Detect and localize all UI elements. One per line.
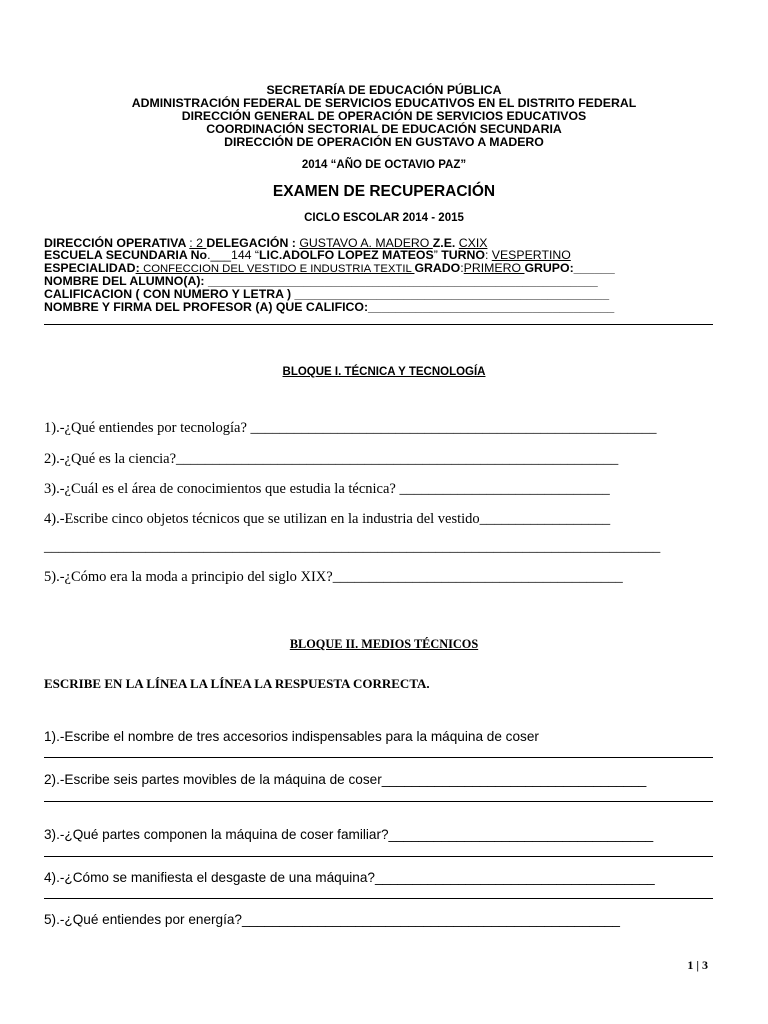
direccion-value[interactable]: : 2 [189,236,207,250]
answer-line-1[interactable] [44,757,713,758]
header-line-afse: ADMINISTRACIÓN FEDERAL DE SERVICIOS EDUCATIVOS EN EL DISTRITO FEDERAL [131,96,637,110]
bloque1-question-2[interactable]: 2).-¿Qué es la ciencia?_____________________________________________________________ [44,451,619,467]
delegacion-value[interactable]: GUSTAVO A. MADERO [299,236,433,250]
grupo-blank[interactable]: :______ [569,261,615,275]
direccion-label: DIRECCIÓN OPERATIVA [44,236,190,250]
bloque2-question-2[interactable]: 2).-Escribe seis partes movibles de la máquina de coser___________________________________ [44,772,647,787]
answer-line-2[interactable] [44,801,713,802]
header-line-dgose: DIRECCIÓN GENERAL DE OPERACIÓN DE SERVICIOS EDUCATIVOS [181,109,587,123]
bloque1-title: BLOQUE I. TÉCNICA Y TECNOLOGÍA [282,366,486,378]
header-line-direccion: DIRECCIÓN DE OPERACIÓN EN GUSTAVO A MADERO [224,135,544,149]
bloque2-question-4[interactable]: 4).-¿Cómo se manifiesta el desgaste de una máquina?_____________________________________ [44,870,655,885]
escuela-value[interactable]: .___144 “ [207,248,260,262]
page-number: 1 | 3 [687,958,708,972]
ze-label: Z.E. [432,236,459,250]
grado-colon: : [460,261,464,275]
bloque2-title: BLOQUE II. MEDIOS TÉCNICOS [289,637,479,651]
bloque1-question-3[interactable]: 3).-¿Cuál es el área de conocimientos que estudia la técnica? _____________________________ [44,481,610,497]
turno-value[interactable]: VESPERTINO [491,248,571,262]
especialidad-colon: : [135,261,144,275]
especialidad-value[interactable]: CONFECCION DEL VESTIDO E INDUSTRIA TEXTIL [143,263,415,275]
grado-label: GRADO [414,261,461,275]
escuela-label: ESCUELA SECUNDARIA No [44,248,208,262]
section-divider [44,324,713,325]
year-motto: 2014 “AÑO DE OCTAVIO PAZ” [301,159,467,171]
answer-line-4[interactable] [44,898,713,899]
turno-colon: : [484,248,492,262]
especialidad-label: ESPECIALIDAD [44,261,136,275]
header-line-coordinacion: COORDINACIÓN SECTORIAL DE EDUCACIÓN SECUNDARIA [206,122,562,136]
bloque2-question-1[interactable]: 1).-Escribe el nombre de tres accesorios indispensables para la máquina de coser [44,729,539,744]
bloque1-question-1[interactable]: 1).-¿Qué entiendes por tecnología? ________________________________________________________ [44,420,657,436]
grado-value[interactable]: PRIMERO [463,261,525,275]
ze-value[interactable]: CXIX [458,236,488,250]
profesor-line[interactable]: NOMBRE Y FIRMA DEL PROFESOR (A) QUE CALIFICO:____________________________________ [44,300,615,314]
escuela-name: LIC.ADOLFO LOPEZ MATEOS [259,248,434,262]
grupo-label: GRUPO [524,261,570,275]
calificacion-line[interactable]: CALIFICACION ( CON NUMERO Y LETRA ) ______________________________________________ [44,287,610,301]
bloque1-continuation-line[interactable]: _____________________________________________________________________________________ [44,539,661,555]
exam-title: EXAMEN DE RECUPERACIÓN [272,183,496,200]
bloque2-question-5[interactable]: 5).-¿Qué entiendes por energía?__________________________________________________ [44,912,620,927]
answer-line-3[interactable] [44,856,713,857]
escuela-name-end: ” [433,248,438,262]
turno-label: TURNO [437,248,485,262]
bloque1-question-5[interactable]: 5).-¿Cómo era la moda a principio del siglo XIX?________________________________________ [44,569,623,585]
bloque2-instruction: ESCRIBE EN LA LÍNEA LA LÍNEA LA RESPUESTA CORRECTA. [44,676,430,691]
header-line-sep: SECRETARÍA DE EDUCACIÓN PÚBLICA [266,83,502,97]
alumno-line[interactable]: NOMBRE DEL ALUMNO(A): _________________________________________________________ [44,274,598,288]
bloque2-question-3[interactable]: 3).-¿Qué partes componen la máquina de coser familiar?___________________________________ [44,827,654,842]
school-year: CICLO ESCOLAR 2014 - 2015 [304,212,464,224]
bloque1-question-4[interactable]: 4).-Escribe cinco objetos técnicos que se utilizan en la industria del vestido__________________ [44,511,611,527]
delegacion-label: DELEGACIÓN : [206,236,300,250]
